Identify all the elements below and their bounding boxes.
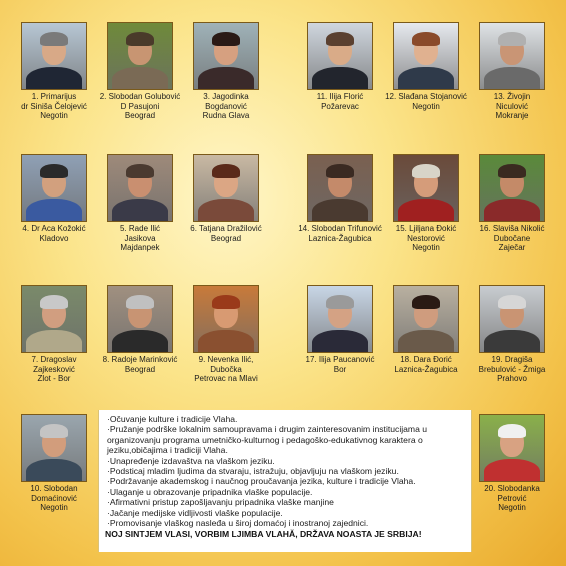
portrait-photo [307,22,373,90]
portrait-card-1 [9,22,99,121]
portrait-photo [479,285,545,353]
portrait-card-18 [381,285,471,374]
portrait-card-17 [295,285,385,374]
portrait-photo [107,285,173,353]
portrait-card-9 [181,285,271,384]
motto-text: NOJ SINTJEM VLASI, VORBIM LJIMBA VLAHĂ, DRŽAVA NOASTA JE SRBIJA! [105,529,422,540]
portrait-caption: 12. Slađana Stojanović Negotin [385,92,467,111]
portrait-card-19 [467,285,557,384]
goal-item: ·Afirmativni pristup zapošljavanju pripadnika vlaške manjine [107,497,334,508]
goal-item: ·Jačanje medijske vidljivosti vlaške populacije. [107,507,283,518]
portrait-photo [393,285,459,353]
portrait-caption: 17. Ilija Paucanović Bor [305,355,375,374]
portrait-caption: 8. Radoje Marinković Beograd [102,355,178,374]
portrait-card-4 [9,154,99,243]
goal-item: ·Promovisanje vlaškog nasleđa u široj domaćoj i inostranoj zajednici. [107,518,369,529]
goal-item: ·Očuvanje kulture i tradicije Vlaha. [107,414,238,424]
goal-item: ·Pružanje podrške lokalnim samoupravama i drugim zainteresovanim institucijama u organizovanju programa umetničko-kulturnog i pedagoško-edukativnog karaktera o jeziku,običajima i tradiciji Vlaha. [107,424,428,456]
portrait-photo [193,154,259,222]
portrait-caption: 1. Primarijus dr Siniša Čelojević Negotin [21,92,87,120]
portrait-caption: 19. Dragiša Brebulović - Žmiga Prahovo [478,355,546,383]
portrait-caption: 4. Dr Aca Kožokić Kladovo [22,224,86,243]
portrait-card-16 [467,154,557,253]
portrait-card-12 [381,22,471,111]
portrait-caption: 15. Ljiljana Đokić Nestorović Negotin [395,224,457,252]
portrait-photo [479,22,545,90]
portrait-caption: 16. Slaviša Nikolić Dubočane Zaječar [479,224,545,252]
portrait-photo [21,414,87,482]
portrait-photo [479,154,545,222]
portrait-caption: 13. Živojin Niculović Mokranje [493,92,531,120]
goal-item: ·Unapređenje izdavaštva na vlaškom jeziku. [107,455,275,466]
portrait-photo [393,22,459,90]
portrait-card-13 [467,22,557,121]
portrait-caption: 2. Slobodan Golubović D Pasujoni Beograd [99,92,181,120]
portrait-photo [21,22,87,90]
portrait-caption: 20. Slobodanka Petrović Negotin [484,484,540,512]
portrait-card-20 [467,414,557,513]
goals-text-box [98,410,472,552]
portrait-card-5 [95,154,185,253]
portrait-caption: 11. Ilija Florić Požarevac [316,92,364,111]
portrait-card-14 [295,154,385,243]
portrait-photo [193,285,259,353]
portrait-card-8 [95,285,185,374]
portrait-card-11 [295,22,385,111]
portrait-card-7 [9,285,99,384]
portrait-card-6 [181,154,271,243]
portrait-photo [307,285,373,353]
portrait-card-3 [181,22,271,121]
portrait-photo [107,22,173,90]
portrait-photo [107,154,173,222]
portrait-caption: 18. Dara Đorić Laznica-Žagubica [394,355,458,374]
portrait-card-2 [95,22,185,121]
portrait-photo [193,22,259,90]
goal-item: ·Ulaganje u obrazovanje pripadnika vlaške populacije. [107,486,313,497]
goals-list [99,410,471,528]
portrait-caption: 5. Rade Ilić Jasikova Majdanpek [119,224,161,252]
portrait-caption: 6. Tatjana Dražilović Beograd [190,224,262,243]
portrait-caption: 9. Nevenka Ilić, Dubočka Petrovac na Mlavi [194,355,258,383]
portrait-photo [21,285,87,353]
portrait-caption: 7. Dragoslav Zajkesković Zlot - Bor [31,355,77,383]
goal-item: ·Podsticaj mladim ljudima da stvaraju, istražuju, objavljuju na vlaškom jeziku. [107,466,399,477]
portrait-caption: 14. Slobodan Trifunović Laznica-Žagubica [298,224,382,243]
portrait-photo [393,154,459,222]
portrait-card-15 [381,154,471,253]
portrait-card-10 [9,414,99,513]
portrait-caption: 10. Slobodan Domaćinović Negotin [30,484,78,512]
portrait-caption: 3. Jagodinka Bogdanović Rudna Glava [202,92,250,120]
portrait-photo [479,414,545,482]
portrait-photo [307,154,373,222]
goal-item: ·Podržavanje akademskog i naučnog proučavanja jezika, kulture i tradicije Vlaha. [107,476,416,487]
portrait-photo [21,154,87,222]
